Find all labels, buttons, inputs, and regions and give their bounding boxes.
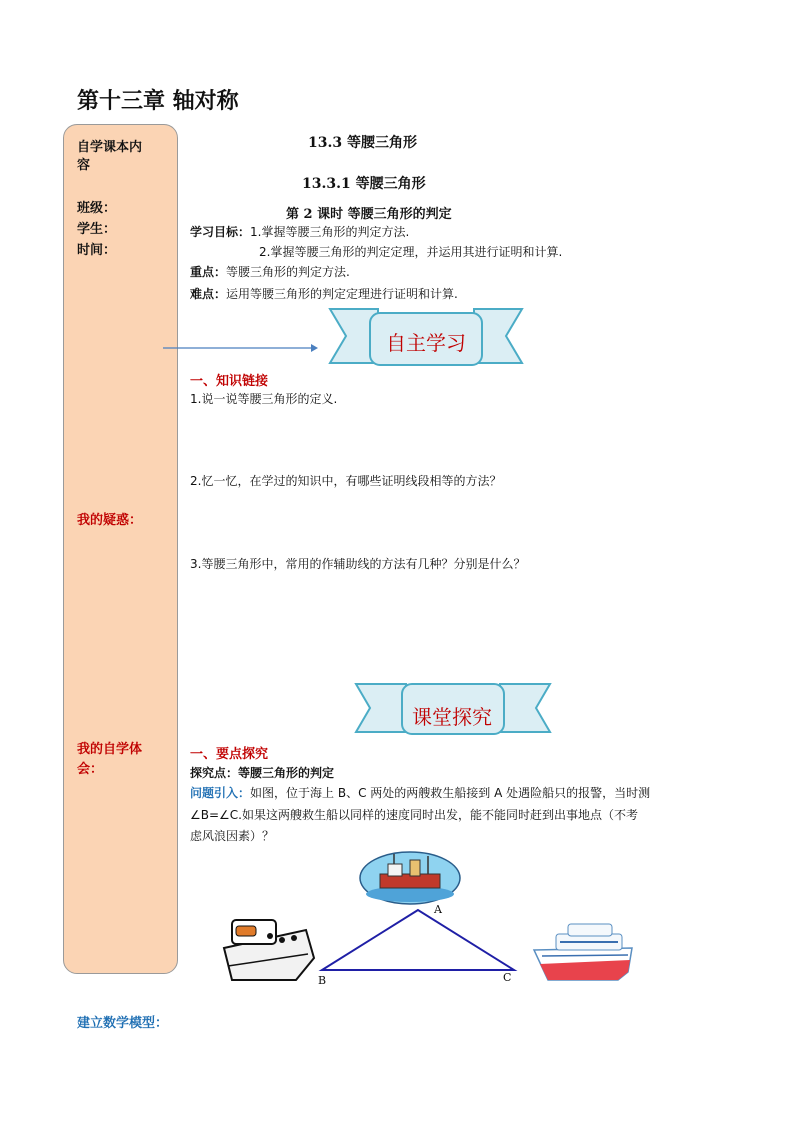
sidebar-experience-label-cont: 会： xyxy=(77,762,104,777)
intro-label: 问题引入： xyxy=(190,786,251,800)
triangle-abc xyxy=(316,900,526,996)
explore-point-label: 探究点： xyxy=(190,766,239,780)
knowledge-section-title: 一、知识链接 xyxy=(190,374,269,389)
lesson-title: 第 2 课时 等腰三角形的判定 xyxy=(286,207,452,222)
intro-text-1: 如图，位于海上 B、C 两处的两艘救生船接到 A 处遇险船只的报警，当时测 xyxy=(250,786,651,800)
difficult-point-label: 难点： xyxy=(190,287,227,301)
key-point-label: 重点： xyxy=(190,265,227,279)
goal-line-1 xyxy=(190,222,409,242)
subsection-title: 13.3.1 等腰三角形 xyxy=(302,176,426,192)
goal-item-2: 2.掌握等腰三角形的判定定理，并运用其进行证明和计算. xyxy=(259,245,563,259)
sidebar-student-label: 学生： xyxy=(77,222,117,237)
intro-text-2: ∠B=∠C.如果这两艘救生船以同样的速度同时出发，能不能同时赶到出事地点（不考 xyxy=(190,808,638,822)
pointer-arrow xyxy=(163,340,318,356)
rescue-boat-b-illustration xyxy=(218,908,318,986)
vertex-label-a: A xyxy=(434,903,442,916)
sidebar-content-label-cont: 容 xyxy=(77,158,91,173)
sidebar-time-label: 时间： xyxy=(77,243,117,258)
intro-line-1 xyxy=(190,783,650,803)
explore-point-text: 等腰三角形的判定 xyxy=(238,766,335,780)
self-study-banner-label: 自主学习 xyxy=(386,331,466,355)
difficult-point-text: 运用等腰三角形的判定定理进行证明和计算. xyxy=(226,287,458,301)
sidebar-class-label: 班级： xyxy=(77,201,117,216)
intro-text-3: 虑风浪因素）？ xyxy=(190,829,275,843)
distressed-ship-illustration xyxy=(358,850,462,906)
goal-item-1: 1.掌握等腰三角形的判定方法. xyxy=(250,225,410,239)
difficult-point-line xyxy=(190,284,458,304)
knowledge-question-2: 2.忆一忆，在学过的知识中，有哪些证明线段相等的方法？ xyxy=(190,474,502,488)
vertex-label-b: B xyxy=(318,974,327,987)
key-point-text: 等腰三角形的判定方法. xyxy=(226,265,350,279)
vertex-label-c: C xyxy=(503,971,512,984)
explore-point-line xyxy=(190,763,334,783)
rescue-boat-c-illustration xyxy=(532,920,638,982)
explore-section-title: 一、要点探究 xyxy=(190,747,269,762)
build-model-label: 建立数学模型： xyxy=(77,1016,169,1031)
knowledge-question-1: 1.说一说等腰三角形的定义. xyxy=(190,392,338,406)
section-title: 13.3 等腰三角形 xyxy=(308,135,417,151)
sidebar-doubts-label: 我的疑惑： xyxy=(77,513,143,528)
class-explore-banner-label: 课堂探究 xyxy=(412,705,492,729)
key-point-line xyxy=(190,262,350,282)
sidebar-content-label: 自学课本内 xyxy=(77,140,143,155)
sidebar-experience-label: 我的自学体 xyxy=(77,742,143,757)
knowledge-question-3: 3.等腰三角形中，常用的作辅助线的方法有几种？分别是什么？ xyxy=(190,557,526,571)
goal-label: 学习目标： xyxy=(190,225,251,239)
chapter-title: 第十三章 轴对称 xyxy=(77,89,239,114)
